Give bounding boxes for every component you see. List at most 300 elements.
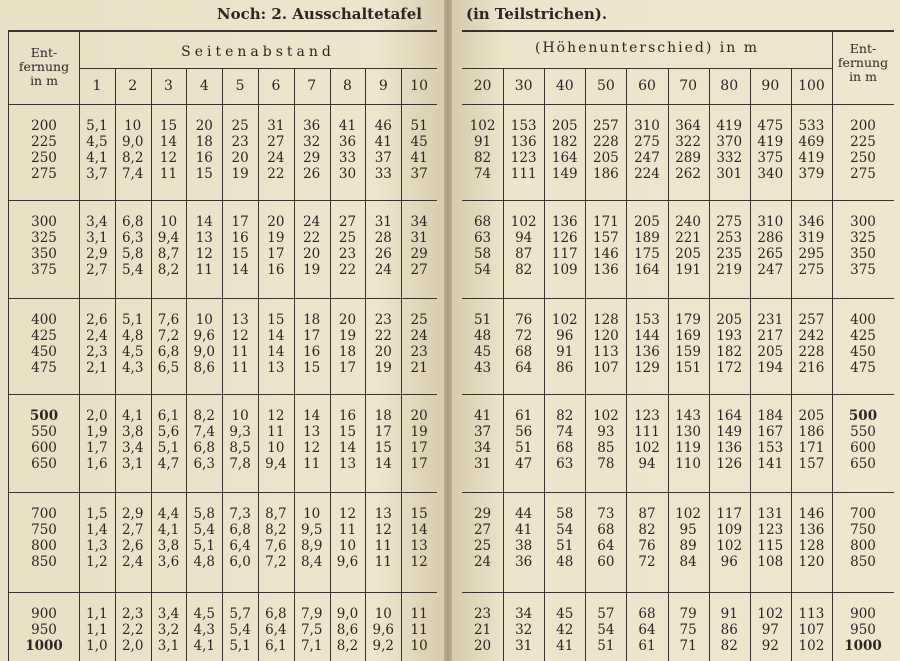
right-table-cell: 51: [473, 312, 492, 328]
left-table-cell: 10: [338, 538, 357, 554]
left-block-rule: [9, 298, 437, 299]
left-table-cell: 4,8: [193, 554, 216, 570]
left-table-cell: 10: [124, 118, 142, 134]
left-table-cell: 9,4: [157, 230, 180, 246]
right-table-cell: 228: [798, 344, 825, 360]
left-table-cell: 9,5: [300, 522, 323, 538]
right-table-cell: 130: [675, 424, 701, 440]
right-table-cell: 265: [757, 246, 784, 262]
right-distance-value: 750: [850, 522, 876, 538]
right-distance-value: 900: [850, 606, 876, 622]
left-table-cell: 29: [303, 150, 321, 166]
right-table-cell: 68: [556, 440, 574, 456]
left-table-cell: 12: [195, 246, 213, 262]
left-table-cell: 12: [231, 328, 249, 344]
left-table-cell: 1,1: [86, 622, 108, 638]
right-table-cell: 25: [473, 538, 492, 554]
left-column-number: 1: [92, 78, 102, 94]
left-table-cell: 2,2: [121, 622, 144, 638]
right-table-cell: 240: [675, 214, 701, 230]
left-table-cell: 10: [159, 214, 178, 230]
left-table-cell: 26: [374, 246, 392, 262]
left-distance-value: 350: [31, 246, 57, 262]
left-table-cell: 9,3: [229, 424, 251, 440]
left-table-cell: 32: [303, 134, 321, 150]
right-table-cell: 41: [556, 638, 574, 654]
right-table-cell: 310: [634, 118, 660, 134]
right-table-cell: 205: [716, 312, 743, 328]
right-table-cell: 36: [515, 554, 533, 570]
left-table-cell: 23: [231, 134, 249, 150]
left-table-cell: 8,6: [336, 622, 359, 638]
right-column-number: 60: [638, 78, 656, 94]
left-table-cell: 14: [267, 328, 285, 344]
right-table-cell: 32: [515, 622, 533, 638]
right-block-rule: [462, 492, 894, 493]
right-table-cell: 51: [597, 638, 615, 654]
right-table-cell: 56: [515, 424, 533, 440]
left-table-cell: 24: [267, 150, 285, 166]
left-table-cell: 26: [303, 166, 321, 182]
right-distance-value: 250: [850, 150, 876, 166]
left-table-cell: 19: [267, 230, 285, 246]
left-table-cell: 6,0: [229, 554, 251, 570]
left-table-cell: 36: [303, 118, 321, 134]
right-table-cell: 231: [757, 312, 784, 328]
left-table-cell: 25: [338, 230, 357, 246]
right-table-cell: 301: [716, 166, 743, 182]
right-table-cell: 41: [473, 408, 492, 424]
left-table-cell: 34: [410, 214, 428, 230]
left-distance-value: 450: [31, 344, 57, 360]
left-table-cell: 7,4: [121, 166, 144, 182]
right-table-cell: 262: [675, 166, 701, 182]
right-table-cell: 186: [592, 166, 619, 182]
left-table-cell: 7,5: [300, 622, 323, 638]
right-table-cell: 76: [515, 312, 533, 328]
left-table-cell: 9,0: [121, 134, 144, 150]
right-table-cell: 82: [720, 638, 738, 654]
left-table-cell: 24: [374, 262, 392, 278]
left-table-cell: 20: [410, 408, 428, 424]
right-column-number: 90: [761, 78, 780, 94]
left-table-cell: 11: [195, 262, 213, 278]
left-table-cell: 5,1: [121, 312, 144, 328]
left-table-cell: 41: [410, 150, 428, 166]
left-distance-value: 750: [31, 522, 57, 538]
left-distance-value: 425: [31, 328, 57, 344]
right-table-cell: 184: [757, 408, 784, 424]
right-table-cell: 136: [551, 214, 578, 230]
left-table-cell: 6,8: [229, 522, 251, 538]
left-table-cell: 19: [338, 328, 357, 344]
right-distance-value: 450: [850, 344, 876, 360]
right-table-cell: 205: [551, 118, 578, 134]
left-table-cell: 12: [338, 506, 357, 522]
right-distance-header-line: in m: [849, 69, 877, 84]
left-table-cell: 36: [338, 134, 357, 150]
right-page-caption: (in Teilstrichen).: [466, 5, 608, 23]
left-table-cell: 6,8: [193, 440, 216, 456]
right-table-cell: 107: [592, 360, 619, 376]
right-table-cell: 113: [798, 606, 825, 622]
left-table-cell: 17: [410, 440, 428, 456]
left-table-cell: 12: [374, 522, 392, 538]
left-table-cell: 14: [267, 344, 285, 360]
left-table-cell: 24: [303, 214, 321, 230]
left-table-cell: 18: [374, 408, 392, 424]
left-table-cell: 10: [267, 440, 285, 456]
right-table-cell: 79: [679, 606, 697, 622]
right-table-cell: 153: [757, 440, 784, 456]
right-table-cell: 51: [556, 538, 574, 554]
left-table-cell: 33: [374, 166, 392, 182]
right-table-cell: 141: [757, 456, 784, 472]
right-table-cell: 189: [634, 230, 660, 246]
left-table-cell: 7,2: [157, 328, 180, 344]
right-table-cell: 45: [473, 344, 492, 360]
right-table-cell: 109: [551, 262, 578, 278]
right-table-cell: 151: [675, 360, 701, 376]
left-table-cell: 29: [410, 246, 428, 262]
right-block-rule: [462, 394, 894, 395]
left-table-cell: 31: [374, 214, 392, 230]
right-table-cell: 64: [515, 360, 533, 376]
left-page-caption: Noch: 2. Ausschaltetafel: [216, 5, 422, 23]
right-table-cell: 346: [798, 214, 825, 230]
left-table-cell: 9,6: [336, 554, 359, 570]
right-table-cell: 419: [716, 118, 743, 134]
right-table-cell: 257: [592, 118, 619, 134]
left-table-cell: 2,3: [86, 344, 108, 360]
left-table-cell: 3,7: [86, 166, 108, 182]
left-table-cell: 5,8: [193, 506, 216, 522]
left-table-cell: 5,7: [229, 606, 251, 622]
right-distance-value: 350: [850, 246, 876, 262]
left-table-cell: 2,7: [86, 262, 108, 278]
left-table-cell: 3,8: [121, 424, 144, 440]
right-table-cell: 228: [592, 134, 619, 150]
right-table-cell: 179: [675, 312, 701, 328]
left-table-cell: 10: [410, 638, 428, 654]
left-table-cell: 8,5: [229, 440, 251, 456]
right-table-cell: 221: [675, 230, 701, 246]
right-table-cell: 87: [515, 246, 533, 262]
right-table-cell: 110: [675, 456, 701, 472]
left-table-cell: 13: [231, 312, 249, 328]
right-distance-value: 950: [850, 622, 876, 638]
left-table-cell: 6,5: [157, 360, 180, 376]
right-distance-value: 550: [850, 424, 876, 440]
right-table-cell: 102: [510, 214, 537, 230]
right-table-cell: 419: [757, 134, 784, 150]
right-table-cell: 109: [716, 522, 743, 538]
left-table-cell: 14: [159, 134, 178, 150]
right-table-cell: 310: [757, 214, 784, 230]
right-table-cell: 117: [716, 506, 743, 522]
left-table-cell: 4,3: [193, 622, 216, 638]
left-table-cell: 14: [231, 262, 249, 278]
right-table-cell: 111: [634, 424, 660, 440]
right-table-cell: 242: [798, 328, 825, 344]
left-table-cell: 4,4: [157, 506, 180, 522]
right-distance-value: 225: [850, 134, 876, 150]
left-distance-header-line: in m: [30, 73, 58, 88]
left-table-cell: 18: [338, 344, 357, 360]
left-table-cell: 4,1: [121, 408, 144, 424]
left-table-cell: 8,9: [300, 538, 323, 554]
left-table-cell: 11: [159, 166, 178, 182]
right-table-cell: 182: [551, 134, 578, 150]
left-table-cell: 8,2: [336, 638, 359, 654]
right-table-cell: 191: [675, 262, 701, 278]
right-table-cell: 94: [515, 230, 533, 246]
right-distance-value: 375: [850, 262, 876, 278]
right-block-rule: [462, 200, 894, 201]
right-table: [462, 30, 894, 661]
right-table-cell: 95: [679, 522, 697, 538]
right-distance-value: 275: [850, 166, 876, 182]
left-table-cell: 17: [410, 456, 428, 472]
right-table-cell: 205: [757, 344, 784, 360]
left-table-cell: 1,9: [86, 424, 108, 440]
left-table-cell: 22: [338, 262, 357, 278]
right-table-cell: 92: [761, 638, 779, 654]
left-distance-value: 600: [31, 440, 57, 456]
left-distance-value: 700: [31, 506, 57, 522]
right-table-cell: 205: [675, 246, 701, 262]
left-table-cell: 3,1: [121, 456, 144, 472]
left-table-cell: 8,2: [121, 150, 144, 166]
left-table-cell: 5,1: [86, 118, 108, 134]
right-column-number: 50: [596, 78, 615, 94]
left-table-cell: 4,1: [193, 638, 216, 654]
left-table-cell: 15: [338, 424, 357, 440]
left-column-number: 9: [378, 78, 388, 94]
right-table-cell: 20: [473, 638, 492, 654]
right-table-cell: 102: [469, 118, 496, 134]
left-table-cell: 23: [374, 312, 392, 328]
right-table-cell: 75: [679, 622, 697, 638]
left-table-cell: 7,1: [300, 638, 323, 654]
right-table-cell: 63: [473, 230, 492, 246]
right-table-cell: 63: [556, 456, 574, 472]
left-table-cell: 23: [338, 246, 357, 262]
left-table-cell: 4,8: [121, 328, 144, 344]
left-table-cell: 2,7: [121, 522, 144, 538]
right-column-number: 80: [720, 78, 739, 94]
left-table-cell: 17: [267, 246, 285, 262]
right-table-cell: 102: [675, 506, 701, 522]
right-table-cell: 136: [510, 134, 537, 150]
right-table-cell: 533: [798, 118, 825, 134]
right-table-cell: 68: [515, 344, 533, 360]
left-table-cell: 13: [195, 230, 213, 246]
left-table-cell: 11: [231, 344, 249, 360]
right-table-cell: 48: [473, 328, 492, 344]
left-distance-value: 200: [31, 118, 57, 134]
left-table-cell: 6,3: [121, 230, 144, 246]
right-table-cell: 159: [675, 344, 701, 360]
left-table-cell: 11: [410, 622, 428, 638]
left-table-cell: 25: [410, 312, 428, 328]
right-block-rule: [462, 298, 894, 299]
right-table-cell: 74: [473, 166, 492, 182]
left-table-cell: 3,8: [157, 538, 180, 554]
right-table-cell: 475: [757, 118, 784, 134]
right-table-cell: 86: [556, 360, 574, 376]
left-table-cell: 16: [195, 150, 213, 166]
right-table-cell: 216: [798, 360, 825, 376]
right-column-number: 40: [555, 78, 574, 94]
left-table-cell: 5,4: [229, 622, 251, 638]
left-block-rule: [9, 492, 437, 493]
right-table-cell: 84: [679, 554, 697, 570]
left-table-cell: 15: [267, 312, 285, 328]
left-table-cell: 7,6: [157, 312, 180, 328]
left-table-cell: 15: [195, 166, 213, 182]
left-table-cell: 23: [410, 344, 428, 360]
right-table-cell: 253: [716, 230, 743, 246]
right-table-cell: 149: [716, 424, 743, 440]
right-table-cell: 43: [473, 360, 492, 376]
right-table-cell: 68: [638, 606, 656, 622]
left-block-rule: [9, 200, 437, 201]
left-table-cell: 2,1: [86, 360, 108, 376]
left-table-cell: 9,0: [193, 344, 216, 360]
right-table-cell: 87: [638, 506, 656, 522]
right-table-cell: 60: [597, 554, 615, 570]
right-table-cell: 219: [716, 262, 743, 278]
right-table-cell: 289: [675, 150, 701, 166]
left-table-cell: 17: [231, 214, 249, 230]
left-table-cell: 30: [338, 166, 357, 182]
right-table-cell: 97: [761, 622, 779, 638]
right-table-cell: 54: [556, 522, 574, 538]
left-table-cell: 33: [338, 150, 357, 166]
left-table-cell: 6,3: [193, 456, 216, 472]
right-table-cell: 153: [510, 118, 537, 134]
right-table-cell: 322: [675, 134, 701, 150]
right-distance-value: 500: [848, 408, 878, 424]
right-table-cell: 42: [556, 622, 574, 638]
right-table-cell: 257: [798, 312, 825, 328]
right-table-cell: 275: [798, 262, 825, 278]
right-table-cell: 205: [634, 214, 660, 230]
left-table-cell: 15: [159, 118, 178, 134]
left-table-cell: 8,2: [265, 522, 287, 538]
right-table-cell: 102: [551, 312, 578, 328]
right-table-cell: 143: [675, 408, 701, 424]
right-table-cell: 123: [757, 522, 784, 538]
right-table-cell: 164: [716, 408, 743, 424]
left-table-cell: 20: [267, 214, 285, 230]
left-table-cell: 3,1: [86, 230, 108, 246]
right-table-cell: 23: [473, 606, 492, 622]
right-table-cell: 37: [473, 424, 492, 440]
left-table-cell: 8,7: [157, 246, 180, 262]
left-table-cell: 22: [267, 166, 285, 182]
left-distance-value: 250: [31, 150, 57, 166]
right-table-cell: 24: [473, 554, 492, 570]
right-table-cell: 111: [510, 166, 537, 182]
left-table-cell: 3,4: [157, 606, 180, 622]
left-table-cell: 16: [267, 262, 285, 278]
right-table-cell: 57: [597, 606, 615, 622]
right-table-cell: 96: [556, 328, 574, 344]
left-column-number: 7: [307, 78, 317, 94]
left-table-cell: 22: [303, 230, 321, 246]
left-table-cell: 4,5: [121, 344, 144, 360]
left-table-cell: 4,5: [86, 134, 108, 150]
right-table-cell: 91: [473, 134, 492, 150]
left-table-cell: 4,7: [157, 456, 180, 472]
left-table-cell: 18: [303, 312, 321, 328]
right-table-cell: 27: [473, 522, 492, 538]
left-table-cell: 2,6: [86, 312, 108, 328]
left-table-cell: 11: [374, 554, 392, 570]
left-table-cell: 11: [410, 606, 428, 622]
left-table-cell: 10: [231, 408, 249, 424]
right-table-cell: 91: [720, 606, 738, 622]
left-table-cell: 5,1: [157, 440, 180, 456]
right-table-cell: 340: [757, 166, 784, 182]
right-table-cell: 275: [716, 214, 743, 230]
right-table-cell: 217: [757, 328, 784, 344]
left-distance-header-line: fernung: [18, 59, 70, 74]
left-table-cell: 11: [231, 360, 249, 376]
left-page: [0, 0, 444, 661]
left-table-cell: 15: [374, 440, 392, 456]
left-distance-value: 500: [29, 408, 59, 424]
left-table-cell: 2,0: [86, 408, 108, 424]
right-table-cell: 136: [634, 344, 660, 360]
right-table-cell: 194: [757, 360, 784, 376]
right-table-cell: 167: [757, 424, 784, 440]
right-distance-value: 200: [850, 118, 876, 134]
left-table-cell: 20: [303, 246, 321, 262]
left-table-cell: 1,2: [86, 554, 108, 570]
left-table-cell: 17: [374, 424, 392, 440]
left-column-number: 10: [410, 78, 428, 94]
left-table-cell: 4,1: [86, 150, 108, 166]
right-table-cell: 171: [798, 440, 825, 456]
left-distance-value: 325: [31, 230, 57, 246]
left-table-cell: 11: [338, 522, 357, 538]
left-table-cell: 11: [303, 456, 321, 472]
left-table-cell: 10: [374, 606, 392, 622]
right-distance-value: 425: [850, 328, 876, 344]
right-table-cell: 44: [515, 506, 533, 522]
left-table-cell: 2,9: [121, 506, 144, 522]
left-table-cell: 20: [338, 312, 357, 328]
right-table-cell: 131: [757, 506, 784, 522]
right-table-cell: 108: [757, 554, 784, 570]
left-block-rule: [9, 592, 437, 593]
right-table-cell: 136: [716, 440, 743, 456]
right-table-cell: 129: [634, 360, 660, 376]
left-table-cell: 21: [410, 360, 428, 376]
left-group-header: Seitenabstand: [181, 44, 335, 60]
left-table-cell: 5,6: [157, 424, 180, 440]
right-column-number: 30: [514, 78, 533, 94]
left-table-cell: 3,2: [157, 622, 180, 638]
left-table-cell: 16: [231, 230, 249, 246]
left-table-cell: 17: [338, 360, 357, 376]
left-column-number: 2: [128, 78, 138, 94]
right-header-rule: [462, 104, 894, 105]
right-table-cell: 107: [798, 622, 825, 638]
